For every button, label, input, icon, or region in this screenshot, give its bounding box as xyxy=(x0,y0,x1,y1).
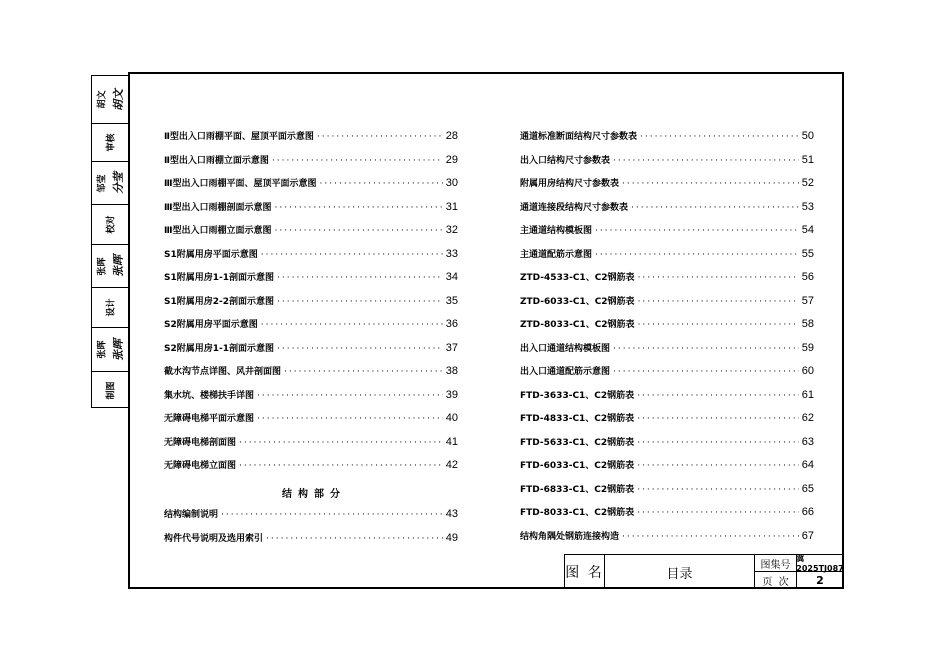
dot-leader xyxy=(638,271,799,285)
toc-entry-title: 主通道配筋示意图 xyxy=(520,249,593,260)
toc-entry xyxy=(164,317,458,331)
title-name-value: 目录 xyxy=(605,555,755,589)
toc-entry xyxy=(520,223,814,237)
toc-entry-page: 62 xyxy=(801,412,814,424)
toc-entry-page: 32 xyxy=(445,224,458,236)
toc-entry xyxy=(164,247,458,261)
signature: 分莹 xyxy=(112,172,125,194)
toc-entry-title: S1附属用房2-2剖面示意图 xyxy=(164,296,275,307)
sidebar-cell-checker xyxy=(92,245,128,288)
toc-entry xyxy=(520,247,814,261)
dot-leader xyxy=(317,130,443,144)
title-block xyxy=(564,554,844,589)
toc-entry xyxy=(164,388,458,402)
toc-entry xyxy=(520,388,814,402)
toc-entry-page: 52 xyxy=(801,177,814,189)
toc-entry xyxy=(520,294,814,308)
toc-entry xyxy=(520,505,814,519)
toc-entry-title: S2附属用房1-1剖面示意图 xyxy=(164,343,275,354)
toc-entry-page: 63 xyxy=(801,435,814,448)
toc-entry xyxy=(520,270,814,284)
sidebar-cell-review xyxy=(92,124,128,162)
dot-leader xyxy=(275,201,443,215)
toc-entry xyxy=(164,411,458,425)
dot-leader xyxy=(640,130,799,144)
toc-entry-title: S1附属用房1-1剖面示意图 xyxy=(164,273,275,283)
toc-entry-page: 31 xyxy=(445,200,458,213)
toc-entry xyxy=(520,529,814,543)
dot-leader xyxy=(277,295,443,309)
toc-entry xyxy=(164,270,458,284)
toc-entry-title: FTD-3633-C1、C2钢筋表 xyxy=(520,390,635,401)
toc-entry-page: 42 xyxy=(445,459,458,471)
toc-entry-page: 35 xyxy=(445,294,458,307)
toc-entry-title: 构件代号说明及选用索引 xyxy=(164,533,264,544)
dot-leader xyxy=(277,271,443,285)
dot-leader xyxy=(239,459,443,473)
page-number-value: 2 xyxy=(816,574,824,587)
sidebar-cell-leader xyxy=(92,76,128,124)
toc-entry-page: 60 xyxy=(801,365,814,377)
dot-leader xyxy=(277,342,443,356)
toc-entry-title: 出入口结构尺寸参数表 xyxy=(520,155,611,166)
toc-entry-page: 36 xyxy=(445,318,458,330)
toc-entry-title: 无障碍电梯平面示意图 xyxy=(164,414,255,424)
toc-entry xyxy=(520,200,814,214)
sidebar-label: 邹莹 xyxy=(97,173,108,193)
toc-entry-title: FTD-6033-C1、C2钢筋表 xyxy=(520,461,635,471)
toc-entry-title: 结构编制说明 xyxy=(164,510,219,520)
toc-entry-title: FTD-5633-C1、C2钢筋表 xyxy=(520,437,635,448)
toc-entry-title: Ⅱ型出入口雨棚立面示意图 xyxy=(164,155,269,166)
toc-entry xyxy=(520,482,814,496)
toc-entry-page: 66 xyxy=(801,506,814,518)
toc-entry-title: Ⅲ型出入口雨棚剖面示意图 xyxy=(164,202,272,213)
toc-entry-title: 出入口通道配筋示意图 xyxy=(520,367,611,377)
signature-sidebar xyxy=(91,75,128,408)
toc-entry xyxy=(164,200,458,214)
toc-entry xyxy=(164,341,458,355)
dot-leader xyxy=(275,224,443,238)
toc-entry xyxy=(164,458,458,472)
dot-leader xyxy=(637,483,799,497)
toc-entry-page: 37 xyxy=(445,341,458,354)
sidebar-label: 设计 xyxy=(106,298,117,317)
dot-leader xyxy=(613,342,799,356)
toc-entry-page: 64 xyxy=(801,459,814,471)
toc-entry-title: FTD-6833-C1、C2钢筋表 xyxy=(520,484,635,495)
sidebar-label: 胡文 xyxy=(97,90,108,109)
dot-leader xyxy=(266,532,443,546)
dot-leader xyxy=(257,412,443,426)
sidebar-cell-designer xyxy=(92,328,128,372)
toc-entry xyxy=(520,458,814,472)
sidebar-label: 校对 xyxy=(106,215,117,234)
sidebar-cell-check xyxy=(92,205,128,245)
toc-entry xyxy=(164,129,458,143)
toc-entry-page: 51 xyxy=(801,153,814,166)
dot-leader xyxy=(637,389,799,403)
toc-entry-title: FTD-4833-C1、C2钢筋表 xyxy=(520,414,635,424)
toc-entry-page: 40 xyxy=(445,412,458,424)
toc-entry-page: 59 xyxy=(801,341,814,354)
toc-entry-title: 通道标准断面结构尺寸参数表 xyxy=(520,132,638,142)
sidebar-label: 审核 xyxy=(106,133,117,152)
sidebar-label: 张晖 xyxy=(97,256,108,276)
sidebar-label: 张晖 xyxy=(97,340,108,359)
toc-entry-page: 54 xyxy=(801,224,814,236)
signature: 胡文 xyxy=(112,88,125,111)
dot-leader xyxy=(320,177,443,191)
toc-entry-page: 33 xyxy=(445,247,458,260)
toc-entry-page: 30 xyxy=(445,177,458,189)
sidebar-label: 制图 xyxy=(106,380,117,400)
dot-leader xyxy=(261,248,443,262)
toc-entry xyxy=(520,411,814,425)
toc-entry-title: 出入口通道结构模板图 xyxy=(520,343,611,354)
toc-entry-page: 49 xyxy=(445,531,458,544)
toc-entry-title: S1附属用房平面示意图 xyxy=(164,249,258,260)
toc-entry-title: 截水沟节点详图、风井剖面图 xyxy=(164,367,282,377)
toc-entry-title: S2附属用房平面示意图 xyxy=(164,320,258,330)
toc-entry-page: 28 xyxy=(445,130,458,142)
dot-leader xyxy=(638,295,799,309)
section-heading: 结构部分 xyxy=(282,489,346,500)
sidebar-cell-design xyxy=(92,288,128,328)
toc-entry-page: 56 xyxy=(801,271,814,283)
signature: 张晖 xyxy=(112,338,125,361)
toc-entry-page: 55 xyxy=(801,247,814,260)
toc-entry-page: 67 xyxy=(801,529,814,542)
toc-entry-page: 50 xyxy=(801,130,814,142)
toc-entry-page: 38 xyxy=(445,365,458,377)
toc-entry xyxy=(520,364,814,378)
page-number-label: 页 次 xyxy=(755,572,797,589)
toc-entry xyxy=(520,129,814,143)
sidebar-cell-reviewer xyxy=(92,162,128,205)
toc-entry xyxy=(164,435,458,449)
toc-entry-title: 通道连接段结构尺寸参数表 xyxy=(520,202,629,213)
toc-entry-page: 61 xyxy=(801,388,814,401)
toc-entry-title: 无障碍电梯剖面图 xyxy=(164,437,237,448)
toc-entry-page: 29 xyxy=(445,153,458,166)
toc-entry xyxy=(520,153,814,167)
atlas-number-label: 图集号 xyxy=(755,555,797,572)
toc-entry xyxy=(520,317,814,331)
atlas-number-value: 冀2025TJ087 xyxy=(796,554,844,573)
toc-entry-page: 65 xyxy=(801,482,814,495)
toc-entry-page: 43 xyxy=(445,508,458,520)
dot-leader xyxy=(622,530,799,544)
toc-entry-title: Ⅱ型出入口雨棚平面、屋顶平面示意图 xyxy=(164,132,314,142)
toc-entry xyxy=(164,507,458,521)
dot-leader xyxy=(613,365,799,379)
toc-entry-title: 结构角隅处钢筋连接构造 xyxy=(520,531,620,542)
dot-leader xyxy=(284,365,443,379)
dot-leader xyxy=(257,389,443,403)
dot-leader xyxy=(638,318,799,332)
dot-leader xyxy=(261,318,443,332)
toc-entry-title: FTD-8033-C1、C2钢筋表 xyxy=(520,508,635,518)
toc-entry xyxy=(164,153,458,167)
toc-entry xyxy=(520,341,814,355)
dot-leader xyxy=(595,248,799,262)
toc-entry-title: ZTD-8033-C1、C2钢筋表 xyxy=(520,320,635,330)
toc-entry xyxy=(520,176,814,190)
toc-entry-title: 附属用房结构尺寸参数表 xyxy=(520,179,620,189)
toc-entry-title: 集水坑、楼梯扶手详图 xyxy=(164,390,255,401)
toc-entry xyxy=(520,435,814,449)
toc-entry-title: ZTD-6033-C1、C2钢筋表 xyxy=(520,296,635,307)
toc-entry xyxy=(164,531,458,545)
dot-leader xyxy=(637,436,799,450)
toc-entry xyxy=(164,176,458,190)
toc-entry-page: 53 xyxy=(801,200,814,213)
toc-entry-page: 57 xyxy=(801,294,814,307)
toc-entry xyxy=(164,364,458,378)
toc-entry-page: 34 xyxy=(445,271,458,283)
toc-entry-title: Ⅲ型出入口雨棚平面、屋顶平面示意图 xyxy=(164,179,317,189)
dot-leader xyxy=(272,154,443,168)
dot-leader xyxy=(595,224,799,238)
dot-leader xyxy=(613,154,799,168)
dot-leader xyxy=(622,177,799,191)
sidebar-cell-drafting xyxy=(92,372,128,408)
dot-leader xyxy=(637,412,799,426)
dot-leader xyxy=(631,201,799,215)
toc-entry-title: 主通道结构模板图 xyxy=(520,226,593,236)
toc-entry xyxy=(164,294,458,308)
toc-entry-title: ZTD-4533-C1、C2钢筋表 xyxy=(520,273,635,283)
toc-entry-title: Ⅲ型出入口雨棚立面示意图 xyxy=(164,226,272,236)
dot-leader xyxy=(221,508,443,522)
signature: 张晖 xyxy=(112,255,125,277)
dot-leader xyxy=(239,436,443,450)
dot-leader xyxy=(637,506,799,520)
title-name-label: 图 名 xyxy=(565,555,605,589)
toc-entry-title: 无障碍电梯立面图 xyxy=(164,461,237,471)
toc-entry-page: 41 xyxy=(445,435,458,448)
toc-entry xyxy=(164,223,458,237)
dot-leader xyxy=(637,459,799,473)
toc-entry-page: 39 xyxy=(445,388,458,401)
toc-entry-page: 58 xyxy=(801,318,814,330)
